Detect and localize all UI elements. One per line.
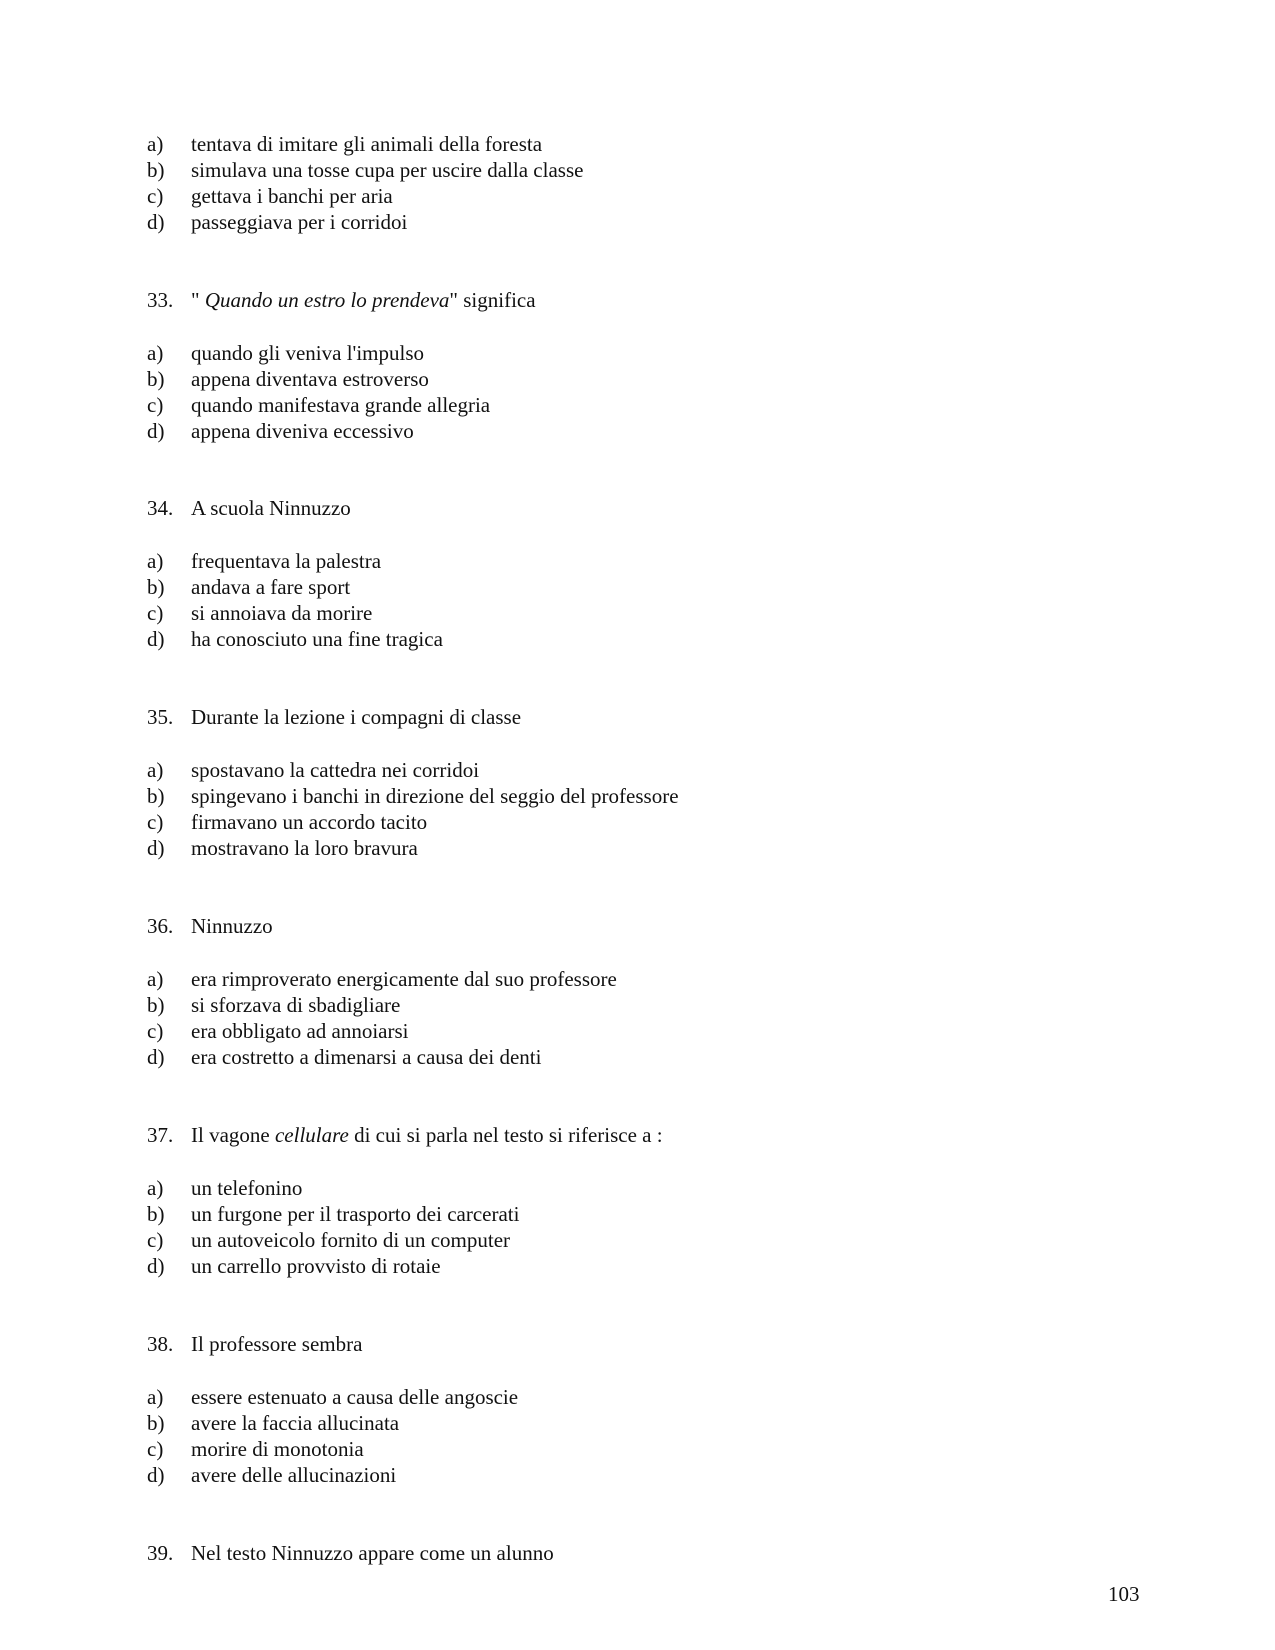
option-label: d) — [147, 419, 165, 443]
option-text: appena diveniva eccessivo — [191, 419, 414, 443]
option-text: appena diventava estroverso — [191, 367, 429, 391]
option-label: c) — [147, 601, 164, 625]
option-text: simulava una tosse cupa per uscire dalla classe — [191, 158, 584, 182]
option-label: d) — [147, 1463, 165, 1487]
question-italic-text: cellulare — [274, 1123, 349, 1147]
option-label: d) — [147, 1045, 165, 1069]
question-number: 36. — [147, 914, 174, 938]
option-text: firmavano un accordo tacito — [191, 810, 428, 834]
option-label: c) — [147, 393, 164, 417]
question-text: Ninnuzzo — [191, 914, 273, 938]
question-text: Nel testo Ninnuzzo appare come un alunno — [191, 1541, 554, 1565]
option-text: era obbligato ad annoiarsi — [191, 1019, 409, 1043]
option-text: si sforzava di sbadigliare — [191, 993, 401, 1017]
option-text: era rimproverato energicamente dal suo professore — [191, 967, 617, 991]
option-text: tentava di imitare gli animali della foresta — [191, 132, 543, 156]
question-number: 37. — [147, 1123, 174, 1147]
option-label: d) — [147, 1254, 165, 1278]
option-text: era costretto a dimenarsi a causa dei denti — [191, 1045, 542, 1069]
question-text: Il vagone cellulare di cui si parla nel testo si riferisce a : — [191, 1123, 663, 1147]
option-text: ha conosciuto una fine tragica — [191, 627, 443, 651]
option-label: a) — [147, 1176, 164, 1200]
option-label: a) — [147, 1385, 164, 1409]
option-text: un carrello provvisto di rotaie — [191, 1254, 441, 1278]
question-number: 35. — [147, 705, 174, 729]
option-label: d) — [147, 836, 165, 860]
option-text: passeggiava per i corridoi — [191, 210, 408, 234]
option-text: essere estenuato a causa delle angoscie — [191, 1385, 519, 1409]
option-label: b) — [147, 993, 165, 1017]
option-label: a) — [147, 967, 164, 991]
option-text: gettava i banchi per aria — [191, 184, 393, 208]
question-number: 38. — [147, 1332, 174, 1356]
option-text: frequentava la palestra — [191, 549, 382, 573]
option-text: avere delle allucinazioni — [191, 1463, 397, 1487]
option-text: un telefonino — [191, 1176, 303, 1200]
option-label: c) — [147, 1228, 164, 1252]
option-text: spingevano i banchi in direzione del seggio del professore — [191, 784, 679, 808]
question-number: 33. — [147, 288, 174, 312]
option-text: quando manifestava grande allegria — [191, 393, 491, 417]
question-text: Durante la lezione i compagni di classe — [191, 705, 522, 729]
option-label: b) — [147, 784, 165, 808]
option-label: a) — [147, 341, 164, 365]
option-text: andava a fare sport — [191, 575, 351, 599]
question-text: " Quando un estro lo prendeva" significa — [191, 288, 536, 312]
question-number: 34. — [147, 496, 174, 520]
option-label: a) — [147, 132, 164, 156]
question-text: Il professore sembra — [191, 1332, 363, 1356]
question-italic-text: Quando un estro lo prendeva — [204, 288, 450, 312]
option-text: morire di monotonia — [191, 1437, 364, 1461]
question-text: A scuola Ninnuzzo — [191, 496, 351, 520]
option-text: avere la faccia allucinata — [191, 1411, 400, 1435]
page-number: 103 — [1108, 1582, 1140, 1606]
option-text: si annoiava da morire — [191, 601, 373, 625]
option-label: a) — [147, 758, 164, 782]
option-label: c) — [147, 184, 164, 208]
option-text: un furgone per il trasporto dei carcerati — [191, 1202, 520, 1226]
option-label: a) — [147, 549, 164, 573]
option-label: b) — [147, 1411, 165, 1435]
option-text: un autoveicolo fornito di un computer — [191, 1228, 511, 1252]
option-label: c) — [147, 1019, 164, 1043]
option-label: b) — [147, 575, 165, 599]
option-text: mostravano la loro bravura — [191, 836, 418, 860]
option-label: b) — [147, 158, 165, 182]
option-label: d) — [147, 210, 165, 234]
option-text: quando gli veniva l'impulso — [191, 341, 425, 365]
question-number: 39. — [147, 1541, 174, 1565]
option-text: spostavano la cattedra nei corridoi — [191, 758, 480, 782]
option-label: d) — [147, 627, 165, 651]
option-label: c) — [147, 1437, 164, 1461]
option-label: b) — [147, 367, 165, 391]
option-label: c) — [147, 810, 164, 834]
option-label: b) — [147, 1202, 165, 1226]
